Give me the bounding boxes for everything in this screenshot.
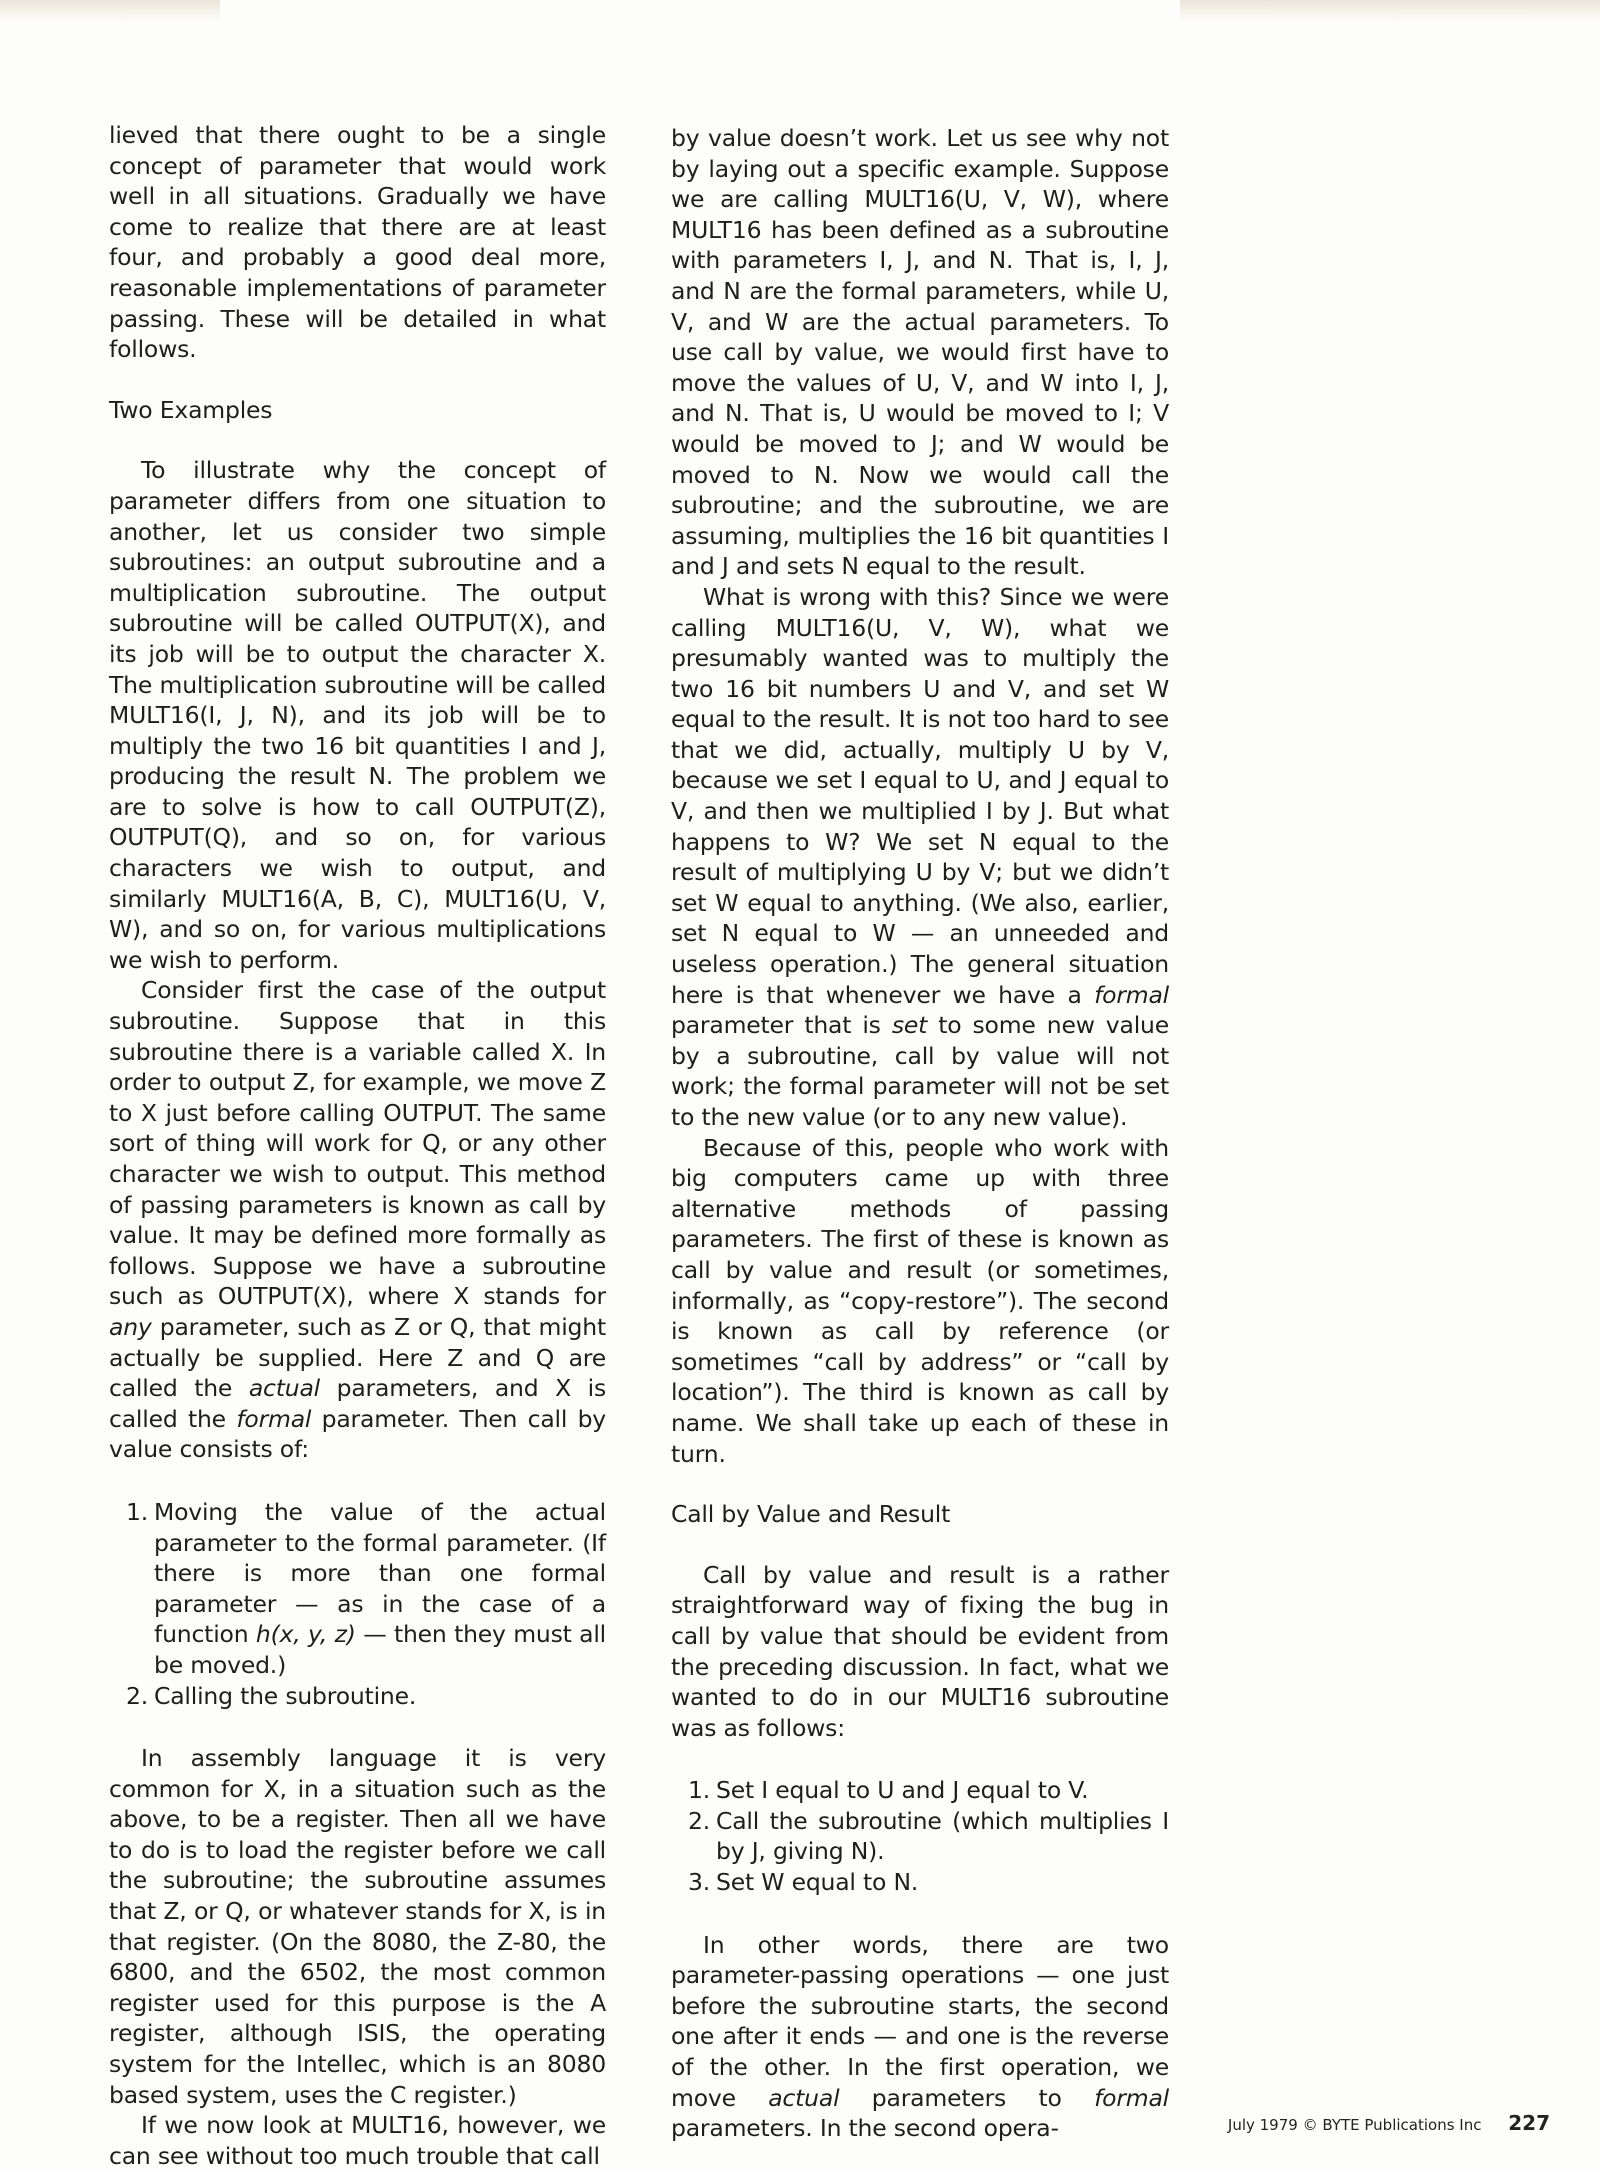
numbered-list — [109, 1497, 606, 1711]
paragraph: lieved that there ought to be a single concept of parameter that would work well in all situations. Gradually we have come to realize that there are at least four, and probably a good deal more, reasonable implementations of parameter passing. These will be detailed in what follows. — [109, 121, 606, 364]
list-item: 3. Set W equal to N. — [688, 1868, 919, 1897]
section-heading-call-by-value-and-result: Call by Value and Result — [671, 1500, 951, 1529]
page-number: 227 — [1508, 2111, 1550, 2135]
right-column — [671, 123, 1169, 2144]
list-item: 1. Set I equal to U and J equal to V. — [688, 1776, 1089, 1805]
paragraph: by value doesn’t work. Let us see why not by laying out a specific example. Suppose we are calling MULT16(U, V, W), where MULT16 has been defined as a subroutine with parameters I, J, and N. That is, I, J, and N are the formal parameters, while U, V, and W are the actual parameters. To use call by value, we would first have to move the values of U, V, and W into I, J, and N. That is, U would be moved to I; V would be moved to J; and W would be moved to N. Now we would call the subroutine; and the subroutine, we are assuming, multiplies the 16 bit quantities I and J and sets N equal to the result. — [671, 124, 1169, 581]
paragraph: If we now look at MULT16, however, we can see without too much trouble that call — [109, 2111, 606, 2170]
paragraph: What is wrong with this? Since we were calling MULT16(U, V, W), what we presumably wanted was to multiply the two 16 bit numbers U and V, and set W equal to the result. It is not too hard to see that we did, actually, multiply U by V, because we set I equal to U, and J equal to V, and then we multiplied I by J. But what happens to W? We set N equal to the result of multiplying U by V; but we didn’t set W equal to anything. (We also, earlier, set N equal to W — an unneeded and useless operation.) The general situation here is that whenever we have a formal parameter that is set to some new value by a subroutine, call by value will not work; the formal parameter will not be set to the new value (or to any new value). — [671, 582, 1169, 1131]
page-edge-smudge — [1180, 0, 1600, 22]
list-item: 1. Moving the value of the actual parameter to the formal parameter. (If there is more than one formal parameter — as in the case of a function h(x, y, z) — then they must all be moved.) — [126, 1497, 607, 1679]
paragraph: Call by value and result is a rather straightforward way of fixing the bug in call by value that should be evident from the preceding discussion. In fact, what we wanted to do in our MULT16 subroutine was as follows: — [671, 1560, 1169, 1742]
section-heading-two-examples: Two Examples — [109, 395, 273, 424]
paragraph: In other words, there are two parameter-passing operations — one just before the subroutine starts, the second one after it ends — and one is the reverse of the other. In the first operation, we move actual parameters to formal parameters. In the second opera- — [671, 1930, 1170, 2143]
page-footer — [1228, 2111, 1550, 2135]
footer-credit: July 1979 © BYTE Publications Inc — [1227, 2116, 1482, 2134]
numbered-list — [671, 1775, 1169, 1897]
list-item: 2. Call the subroutine (which multiplies I by J, giving N). — [688, 1806, 1169, 1866]
paragraph: To illustrate why the concept of parameter differs from one situation to another, let us consider two simple subroutines: an output subroutine and a multiplication subroutine. The output subroutine will be called OUTPUT(X), and its job will be to output the character X. The multiplication subroutine will be called MULT16(I, J, N), and its job will be to multiply the two 16 bit quantities I and J, producing the result N. The problem we are to solve is how to call OUTPUT(Z), OUTPUT(Q), and so on, for various characters we wish to output, and similarly MULT16(A, B, C), MULT16(U, V, W), and so on, for various multiplications we wish to perform. — [109, 456, 606, 974]
paragraph: Consider first the case of the output subroutine. Suppose that in this subroutine there is a variable called X. In order to output Z, for example, we move Z to X just before calling OUTPUT. The same sort of thing will work for Q, or any other character we wish to output. This method of passing parameters is known as call by value. It may be defined more formally as follows. Suppose we have a subroutine such as OUTPUT(X), where X stands for any parameter, such as Z or Q, that might actually be supplied. Here Z and Q are called the actual parameters, and X is called the formal parameter. Then call by value consists of: — [109, 976, 607, 1464]
paragraph: Because of this, people who work with big computers came up with three alternative methods of passing parameters. The first of these is known as call by value and result (or sometimes, informally, as “copy-restore”). The second is known as call by reference (or sometimes “call by address” or “call by location”). The third is known as call by name. We shall take up each of these in turn. — [671, 1133, 1169, 1468]
page-edge-smudge — [0, 0, 220, 22]
list-item: 2. Calling the subroutine. — [126, 1681, 417, 1710]
paragraph: In assembly language it is very common for X, in a situation such as the above, to be a register. Then all we have to do is to load the register before we call the subroutine; the subroutine assumes that Z, or Q, or whatever stands for X, is in that register. (On the 8080, the Z-80, the 6800, and the 6502, the most common register used for this purpose is the A register, although ISIS, the operating system for the Intellec, which is an 8080 based system, uses the C register.) — [109, 1744, 606, 2109]
left-column — [109, 120, 606, 2171]
